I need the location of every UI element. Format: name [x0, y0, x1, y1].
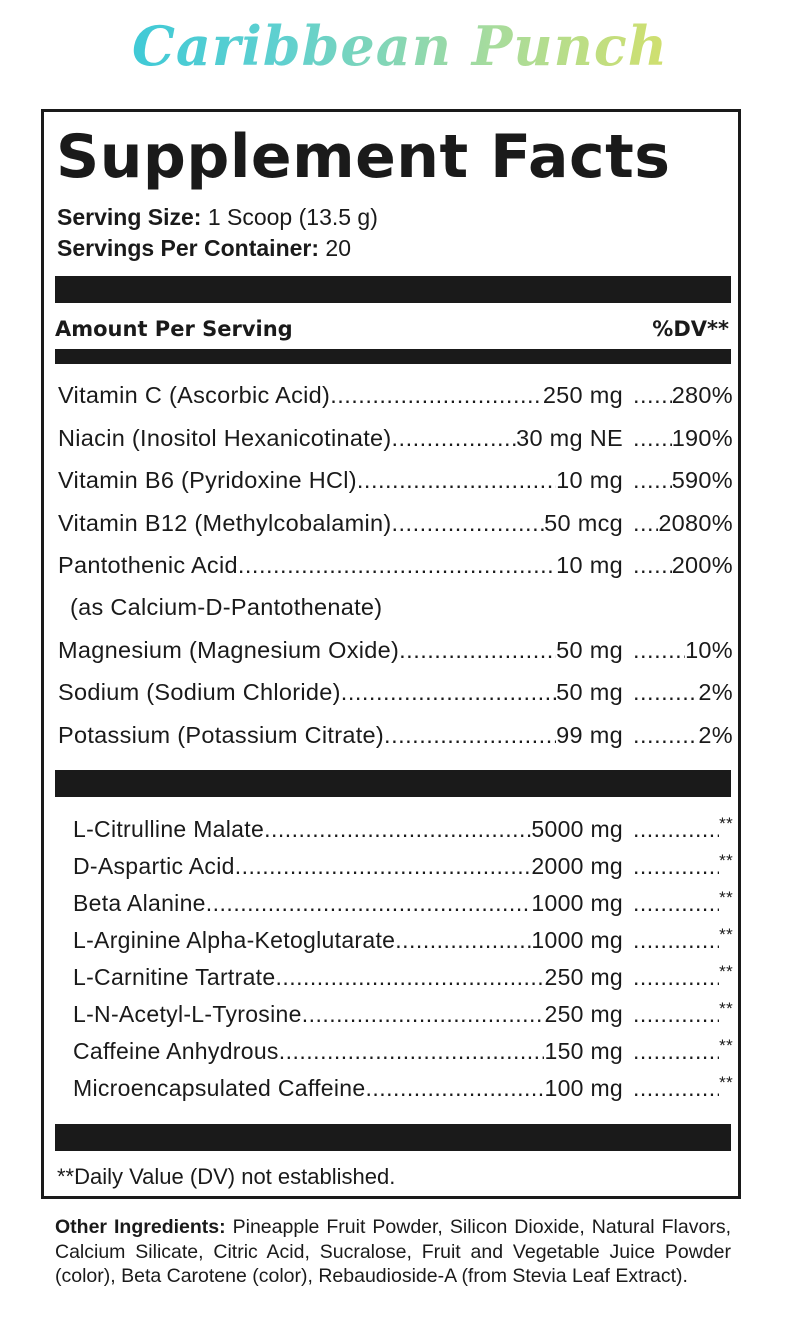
nutrient-name: Vitamin C (Ascorbic Acid): [58, 382, 331, 408]
nutrient-name: Niacin (Inositol Hexanicotinate): [58, 425, 392, 451]
divider-bar: [55, 1124, 731, 1151]
nutrient-dv: 2%: [698, 679, 733, 705]
ingredient-name: Caffeine Anhydrous: [73, 1038, 279, 1064]
nutrient-dv: 200%: [671, 552, 733, 578]
ingredient-name: L-Arginine Alpha-Ketoglutarate: [73, 927, 396, 953]
nutrient-row: [58, 630, 733, 670]
supplement-facts-panel: [41, 109, 741, 1199]
other-ingredients-text: Pineapple Fruit Powder, Silicon Dioxide, Natural Flavors, Calcium Silicate, Citric Acid, Sucralose, Fruit and Vegetable Juice Powder (color), Beta Carotene (color), Rebaudioside-A (from Stevia Leaf Extract).: [55, 1216, 731, 1287]
nutrient-dv: 190%: [671, 425, 733, 451]
divider-bar: [55, 276, 731, 303]
ingredient-name: L-Citrulline Malate: [73, 816, 265, 842]
ingredient-name: D-Aspartic Acid: [73, 853, 235, 879]
nutrient-row: [58, 672, 733, 712]
ingredient-amount: 5000 mg: [531, 816, 623, 842]
ingredient-amount: 1000 mg: [531, 890, 623, 916]
ingredient-row: [73, 996, 733, 1033]
nutrient-amount: 50 mg: [556, 637, 623, 663]
nutrient-dv: 590%: [671, 467, 733, 493]
servings-per-container-label: Servings Per Container:: [57, 235, 320, 261]
ingredient-row: [73, 922, 733, 959]
ingredient-dv: **: [719, 1073, 733, 1092]
ingredient-dv: **: [719, 851, 733, 870]
divider-bar: [55, 349, 731, 364]
nutrient-name: Vitamin B12 (Methylcobalamin): [58, 510, 392, 536]
serving-size-value: 1 Scoop (13.5 g): [207, 204, 378, 230]
nutrient-row: [58, 460, 733, 500]
nutrient-row: [58, 715, 733, 755]
nutrient-row: [58, 418, 733, 458]
nutrient-row: [58, 503, 733, 543]
ingredient-name: Beta Alanine: [73, 890, 206, 916]
nutrient-amount: 50 mcg: [544, 510, 623, 536]
ingredient-name: L-Carnitine Tartrate: [73, 964, 276, 990]
nutrient-row: [58, 375, 733, 415]
ingredient-row: [73, 959, 733, 996]
amount-header-label: Amount Per Serving: [55, 317, 293, 341]
nutrient-amount: 99 mg: [556, 722, 623, 748]
nutrient-dv: 10%: [685, 637, 733, 663]
nutrient-amount: 250 mg: [542, 382, 623, 408]
ingredient-amount: 250 mg: [544, 1001, 623, 1027]
ingredient-name: Microencapsulated Caffeine: [73, 1075, 366, 1101]
nutrient-amount: 10 mg: [556, 552, 623, 578]
ingredient-row: [73, 885, 733, 922]
nutrient-name: Sodium (Sodium Chloride): [58, 679, 341, 705]
ingredient-amount: 100 mg: [544, 1075, 623, 1101]
ingredient-dv: **: [719, 999, 733, 1018]
amount-per-serving-header: [55, 312, 731, 346]
divider-bar: [55, 770, 731, 797]
nutrient-amount: 10 mg: [556, 467, 623, 493]
nutrient-row: [58, 545, 733, 585]
servings-per-container: [57, 233, 351, 263]
ingredient-amount: 2000 mg: [531, 853, 623, 879]
ingredient-row: [73, 848, 733, 885]
servings-per-container-value: 20: [325, 235, 352, 261]
ingredient-dv: **: [719, 814, 733, 833]
ingredient-dv: **: [719, 925, 733, 944]
nutrient-name: Vitamin B6 (Pyridoxine HCl): [58, 467, 357, 493]
other-ingredients: [55, 1215, 731, 1289]
nutrient-amount: 50 mg: [556, 679, 623, 705]
brand-title: Caribbean Punch: [0, 6, 800, 86]
ingredient-dv: **: [719, 888, 733, 907]
dv-footnote: **Daily Value (DV) not established.: [57, 1164, 396, 1189]
nutrient-name: Pantothenic Acid: [58, 552, 238, 578]
nutrient-dv: 2%: [698, 722, 733, 748]
nutrient-amount: 30 mg NE: [516, 425, 623, 451]
ingredient-name: L-N-Acetyl-L-Tyrosine: [73, 1001, 302, 1027]
nutrient-name: Magnesium (Magnesium Oxide): [58, 637, 400, 663]
nutrient-name: Potassium (Potassium Citrate): [58, 722, 385, 748]
ingredient-dv: **: [719, 1036, 733, 1055]
nutrient-dv: 2080%: [658, 510, 733, 536]
ingredient-row: [73, 1033, 733, 1070]
other-ingredients-label: Other Ingredients:: [55, 1216, 226, 1238]
panel-title: Supplement Facts: [56, 122, 671, 192]
serving-size: [57, 202, 378, 232]
ingredient-dv: **: [719, 962, 733, 981]
ingredient-amount: 250 mg: [544, 964, 623, 990]
dv-header-label: %DV**: [652, 317, 729, 341]
serving-size-label: Serving Size:: [57, 204, 202, 230]
nutrient-dv: 280%: [671, 382, 733, 408]
pantothenic-note: (as Calcium-D-Pantothenate): [70, 594, 383, 620]
ingredient-row: [73, 811, 733, 848]
ingredient-row: [73, 1070, 733, 1107]
ingredient-amount: 1000 mg: [531, 927, 623, 953]
ingredient-amount: 150 mg: [544, 1038, 623, 1064]
